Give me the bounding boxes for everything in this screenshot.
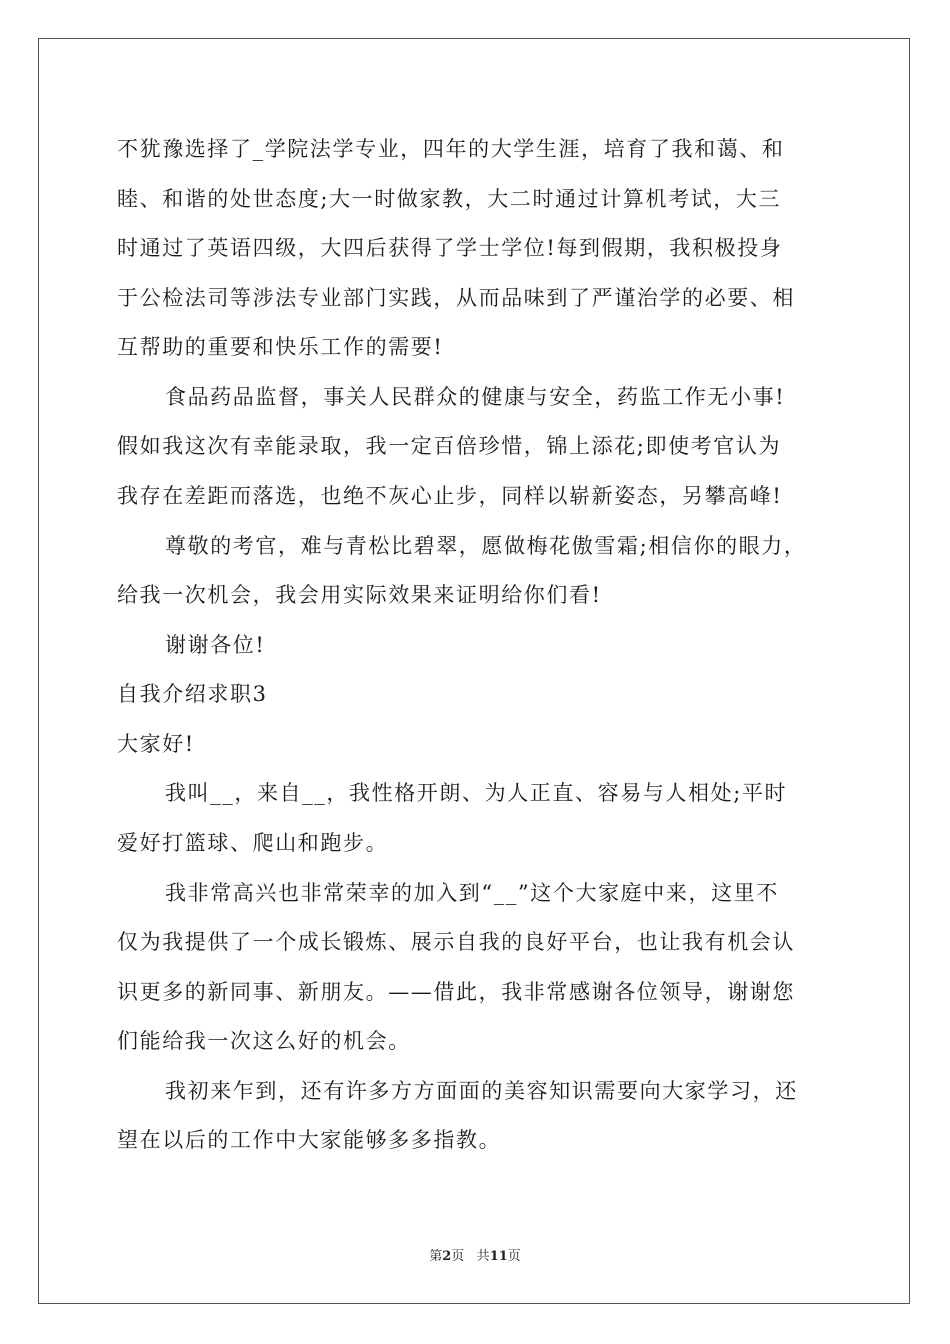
- greeting: 大家好!: [117, 732, 195, 756]
- body-line: 尊敬的考官，难与青松比碧翠，愿做梅花傲雪霜;相信你的眼力，: [165, 534, 807, 558]
- body-line: 爱好打篮球、爬山和跑步。: [117, 831, 389, 855]
- body-line: 谢谢各位!: [165, 633, 266, 657]
- body-line: 时通过了英语四级，大四后获得了学士学位!每到假期，我积极投身: [117, 236, 783, 260]
- page-footer: [0, 1248, 950, 1266]
- section-heading: 自我介绍求职3: [117, 682, 268, 706]
- body-line: 仅为我提供了一个成长锻炼、展示自我的良好平台，也让我有机会认: [117, 930, 795, 954]
- footer-current-page: 2: [442, 1249, 452, 1264]
- body-line: 不犹豫选择了_学院法学专业，四年的大学生涯，培育了我和蔼、和: [117, 137, 785, 161]
- body-line: 我初来乍到，还有许多方方面面的美容知识需要向大家学习，还: [165, 1079, 798, 1103]
- footer-total-pages: 11: [489, 1249, 508, 1264]
- body-line: 假如我这次有幸能录取，我一定百倍珍惜，锦上添花;即使考官认为: [117, 434, 782, 458]
- body-line: 我叫__，来自__，我性格开朗、为人正直、容易与人相处;平时: [165, 781, 788, 805]
- footer-total-unit: 页: [507, 1249, 521, 1264]
- body-line: 于公检法司等涉法专业部门实践，从而品味到了严谨治学的必要、相: [117, 286, 795, 310]
- footer-prefix: 第: [429, 1249, 443, 1264]
- body-line: 互帮助的重要和快乐工作的需要!: [117, 335, 444, 359]
- body-line: 我非常高兴也非常荣幸的加入到“__”这个大家庭中来，这里不: [165, 881, 779, 905]
- footer-page-unit: 页: [451, 1249, 465, 1264]
- body-line: 我存在差距而落选，也绝不灰心止步，同样以崭新姿态，另攀高峰!: [117, 484, 783, 508]
- body-line: 给我一次机会，我会用实际效果来证明给你们看!: [117, 583, 602, 607]
- body-line: 食品药品监督，事关人民群众的健康与安全，药监工作无小事!: [165, 385, 786, 409]
- body-line: 识更多的新同事、新朋友。——借此，我非常感谢各位领导，谢谢您: [117, 980, 795, 1004]
- body-line: 望在以后的工作中大家能够多多指教。: [117, 1128, 502, 1152]
- footer-total-prefix: 共: [476, 1249, 490, 1264]
- body-line: 睦、和谐的处世态度;大一时做家教，大二时通过计算机考试，大三: [117, 187, 782, 211]
- page-border: [38, 38, 910, 1304]
- body-line: 们能给我一次这么好的机会。: [117, 1029, 411, 1053]
